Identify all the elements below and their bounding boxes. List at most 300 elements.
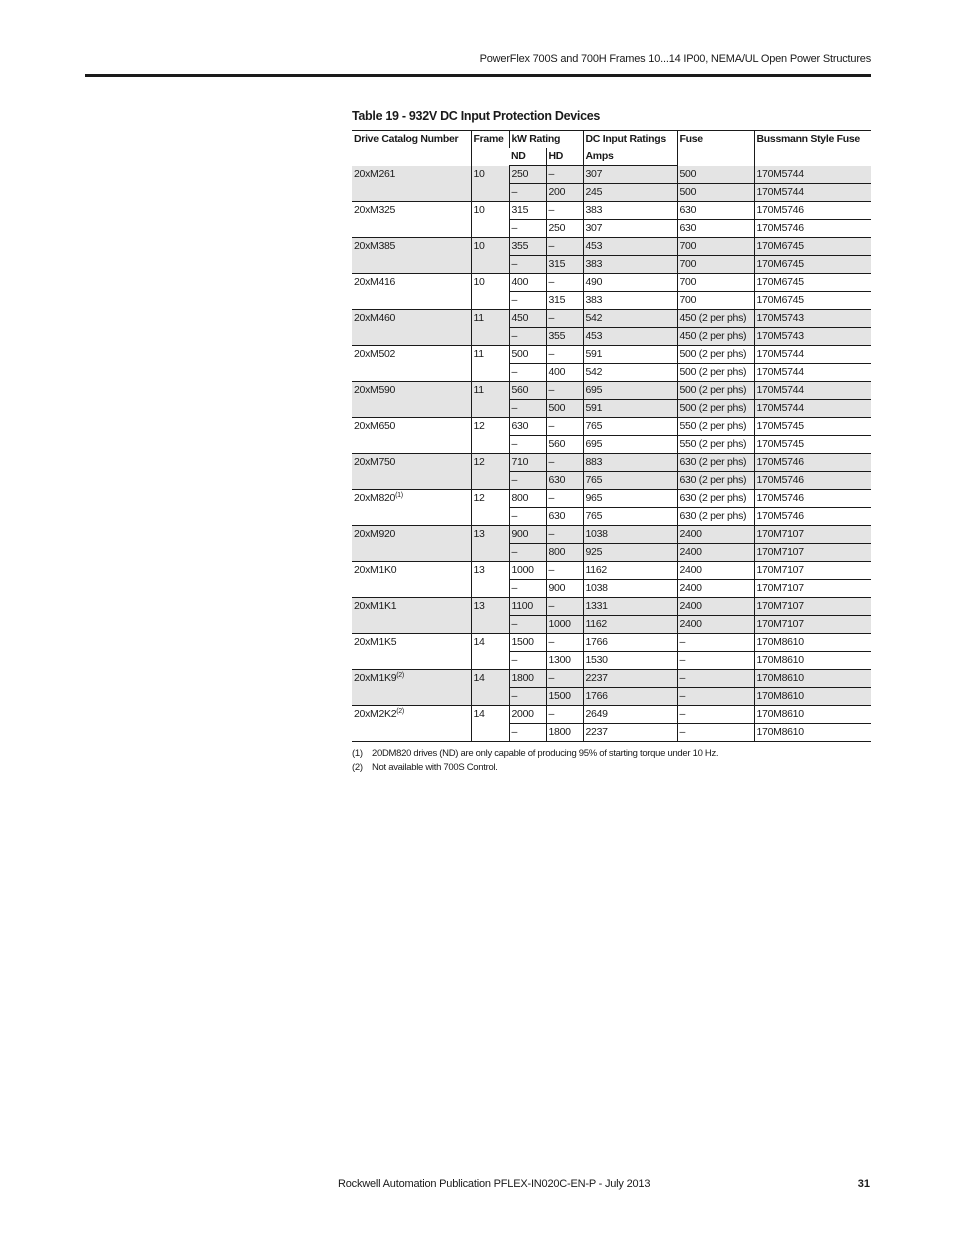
fuse-cell (677, 364, 754, 382)
nd-cell (509, 580, 546, 598)
frame-cell-text: 12 (473, 420, 485, 432)
fuse-cell (677, 472, 754, 490)
frame-cell-text: 10 (473, 204, 485, 216)
bussmann-cell (754, 274, 871, 292)
bussmann-cell-text: 170M5745 (756, 438, 804, 450)
nd-cell (509, 202, 546, 220)
col-header-fuse: Fuse (677, 131, 754, 166)
frame-cell (471, 166, 509, 202)
fuse-cell-text: 500 (2 per phs) (679, 384, 747, 396)
bussmann-cell (754, 562, 871, 580)
nd-cell (509, 544, 546, 562)
catalog-cell (352, 562, 471, 598)
nd-cell (509, 688, 546, 706)
hd-cell-text: 800 (548, 546, 566, 558)
amps-cell-text: 1162 (585, 564, 607, 576)
frame-cell (471, 346, 509, 382)
hd-cell (546, 652, 583, 670)
frame-cell (471, 490, 509, 526)
amps-cell (583, 616, 677, 634)
nd-cell (509, 598, 546, 616)
bussmann-cell (754, 382, 871, 400)
bussmann-cell (754, 526, 871, 544)
nd-cell (509, 346, 546, 364)
footnote-mark: (1) (352, 748, 363, 759)
amps-cell-text: 883 (585, 456, 603, 468)
table-row (352, 310, 871, 328)
amps-cell (583, 508, 677, 526)
hd-cell (546, 508, 583, 526)
catalog-cell-text: 20xM2K2 (354, 708, 397, 720)
bussmann-cell-text: 170M8610 (756, 708, 804, 720)
fuse-cell (677, 580, 754, 598)
amps-cell (583, 688, 677, 706)
col-header-hd: HD (546, 148, 583, 166)
amps-cell-text: 307 (585, 168, 603, 180)
amps-cell (583, 598, 677, 616)
nd-cell (509, 490, 546, 508)
nd-cell (509, 652, 546, 670)
bussmann-cell-text: 170M7107 (756, 600, 804, 612)
bussmann-cell (754, 580, 871, 598)
nd-cell-text: 450 (511, 312, 529, 324)
amps-cell-text: 490 (585, 276, 603, 288)
hd-cell (546, 454, 583, 472)
catalog-cell-text: 20xM460 (354, 312, 396, 324)
bussmann-cell (754, 238, 871, 256)
hd-cell-text: 315 (548, 294, 566, 306)
bussmann-cell (754, 634, 871, 652)
hd-cell (546, 292, 583, 310)
hd-cell (546, 688, 583, 706)
table-row (352, 706, 871, 724)
nd-cell-text: 315 (511, 204, 529, 216)
nd-cell (509, 328, 546, 346)
catalog-cell-text: 20xM325 (354, 204, 396, 216)
fuse-cell-text: 2400 (679, 546, 702, 558)
nd-cell-text: – (511, 438, 518, 450)
catalog-cell-text: 20xM1K5 (354, 636, 397, 648)
catalog-cell (352, 382, 471, 418)
hd-cell (546, 670, 583, 688)
hd-cell (546, 400, 583, 418)
bussmann-cell (754, 490, 871, 508)
catalog-cell (352, 526, 471, 562)
amps-cell-text: 2237 (585, 672, 608, 684)
amps-cell (583, 382, 677, 400)
bussmann-cell-text: 170M8610 (756, 672, 804, 684)
amps-cell-text: 695 (585, 384, 603, 396)
hd-cell-text: 900 (548, 582, 566, 594)
fuse-cell (677, 670, 754, 688)
amps-cell-text: 765 (585, 510, 603, 522)
hd-cell (546, 598, 583, 616)
nd-cell-text: – (511, 294, 518, 306)
amps-cell-text: 925 (585, 546, 603, 558)
fuse-cell-text: 500 (679, 186, 697, 198)
amps-cell-text: 383 (585, 294, 603, 306)
catalog-cell (352, 598, 471, 634)
footnote (352, 761, 718, 775)
nd-cell (509, 436, 546, 454)
amps-cell-text: 1331 (585, 600, 608, 612)
frame-cell-text: 12 (473, 492, 485, 504)
amps-cell-text: 542 (585, 312, 603, 324)
nd-cell-text: – (511, 654, 518, 666)
header-row (352, 131, 871, 149)
catalog-cell (352, 418, 471, 454)
hd-cell-text: – (548, 204, 555, 216)
frame-cell (471, 670, 509, 706)
nd-cell (509, 616, 546, 634)
nd-cell-text: – (511, 330, 518, 342)
bussmann-cell (754, 706, 871, 724)
fuse-cell-text: 700 (679, 276, 697, 288)
nd-cell-text: 800 (511, 492, 529, 504)
footer-publication: Rockwell Automation Publication PFLEX-IN020C-EN-P - July 2013 (338, 1178, 651, 1190)
nd-cell (509, 400, 546, 418)
hd-cell-text: 1800 (548, 726, 571, 738)
nd-cell-text: – (511, 726, 518, 738)
fuse-cell (677, 292, 754, 310)
footnote-mark: (2) (352, 762, 363, 773)
nd-cell (509, 220, 546, 238)
table-row (352, 346, 871, 364)
nd-cell-text: – (511, 618, 518, 630)
fuse-cell-text: 2400 (679, 564, 702, 576)
table-title: Table 19 - 932V DC Input Protection Devices (352, 109, 601, 123)
hd-cell (546, 220, 583, 238)
amps-cell (583, 670, 677, 688)
bussmann-cell-text: 170M5746 (756, 510, 804, 522)
fuse-cell-text: 700 (679, 258, 697, 270)
table-row (352, 490, 871, 508)
hd-cell-text: – (548, 456, 555, 468)
amps-cell (583, 526, 677, 544)
hd-cell-text: – (548, 492, 555, 504)
fuse-cell-text: 450 (2 per phs) (679, 312, 747, 324)
catalog-cell (352, 346, 471, 382)
table-row (352, 562, 871, 580)
nd-cell-text: – (511, 186, 518, 198)
bussmann-cell-text: 170M5746 (756, 222, 804, 234)
amps-cell-text: 383 (585, 258, 603, 270)
amps-cell (583, 202, 677, 220)
footnote-ref: (2) (396, 672, 404, 679)
hd-cell-text: – (548, 708, 555, 720)
hd-cell-text: 315 (548, 258, 566, 270)
table-row (352, 526, 871, 544)
nd-cell (509, 562, 546, 580)
catalog-cell (352, 706, 471, 742)
fuse-cell-text: 700 (679, 294, 697, 306)
hd-cell-text: 630 (548, 510, 566, 522)
bussmann-cell-text: 170M5744 (756, 348, 804, 360)
nd-cell (509, 454, 546, 472)
bussmann-cell-text: 170M7107 (756, 528, 804, 540)
amps-cell (583, 184, 677, 202)
hd-cell-text: 560 (548, 438, 566, 450)
frame-cell (471, 202, 509, 238)
bussmann-cell-text: 170M6745 (756, 294, 804, 306)
nd-cell-text: 1500 (511, 636, 534, 648)
fuse-cell (677, 652, 754, 670)
hd-cell (546, 346, 583, 364)
fuse-cell-text: 500 (2 per phs) (679, 402, 747, 414)
amps-cell-text: 695 (585, 438, 603, 450)
fuse-cell (677, 490, 754, 508)
amps-cell (583, 328, 677, 346)
amps-cell-text: 383 (585, 204, 603, 216)
fuse-cell (677, 184, 754, 202)
fuse-cell-text: – (679, 726, 686, 738)
catalog-cell-text: 20xM1K1 (354, 600, 397, 612)
table-row (352, 382, 871, 400)
nd-cell (509, 472, 546, 490)
table-row (352, 202, 871, 220)
hd-cell-text: – (548, 276, 555, 288)
hd-cell (546, 634, 583, 652)
hd-cell-text: – (548, 636, 555, 648)
nd-cell (509, 670, 546, 688)
bussmann-cell (754, 346, 871, 364)
amps-cell-text: 1038 (585, 528, 608, 540)
amps-cell (583, 544, 677, 562)
amps-cell (583, 454, 677, 472)
nd-cell (509, 382, 546, 400)
footnote (352, 747, 718, 761)
nd-cell-text: 400 (511, 276, 529, 288)
fuse-cell (677, 724, 754, 742)
frame-cell (471, 634, 509, 670)
fuse-cell (677, 256, 754, 274)
fuse-cell-text: 630 (679, 222, 697, 234)
hd-cell (546, 184, 583, 202)
nd-cell-text: – (511, 402, 518, 414)
hd-cell (546, 580, 583, 598)
hd-cell-text: – (548, 600, 555, 612)
frame-cell (471, 418, 509, 454)
nd-cell-text: 500 (511, 348, 529, 360)
nd-cell-text: – (511, 690, 518, 702)
frame-cell-text: 13 (473, 528, 485, 540)
hd-cell (546, 310, 583, 328)
bussmann-cell (754, 256, 871, 274)
hd-cell-text: – (548, 672, 555, 684)
nd-cell (509, 364, 546, 382)
fuse-cell-text: 2400 (679, 600, 702, 612)
fuse-cell (677, 508, 754, 526)
hd-cell-text: – (548, 240, 555, 252)
amps-cell (583, 652, 677, 670)
fuse-cell (677, 400, 754, 418)
bussmann-cell-text: 170M5743 (756, 312, 804, 324)
amps-cell-text: 765 (585, 474, 603, 486)
nd-cell-text: – (511, 258, 518, 270)
table-row (352, 418, 871, 436)
col-header-kw: kW Rating (509, 131, 583, 149)
fuse-cell (677, 346, 754, 364)
bussmann-cell-text: 170M5746 (756, 456, 804, 468)
bussmann-cell (754, 472, 871, 490)
fuse-cell-text: 450 (2 per phs) (679, 330, 747, 342)
bussmann-cell (754, 328, 871, 346)
catalog-cell (352, 454, 471, 490)
nd-cell-text: – (511, 510, 518, 522)
bussmann-cell (754, 202, 871, 220)
amps-cell-text: 2649 (585, 708, 608, 720)
bussmann-cell-text: 170M8610 (756, 636, 804, 648)
frame-cell-text: 10 (473, 276, 485, 288)
amps-cell (583, 400, 677, 418)
fuse-cell-text: 2400 (679, 582, 702, 594)
catalog-cell-text: 20xM261 (354, 167, 396, 180)
bussmann-cell (754, 292, 871, 310)
bussmann-cell-text: 170M5743 (756, 330, 804, 342)
frame-cell-text: 10 (473, 240, 485, 252)
bussmann-cell-text: 170M6745 (756, 240, 804, 252)
frame-cell-text: 11 (473, 348, 484, 360)
fuse-cell-text: 630 (2 per phs) (679, 456, 747, 468)
bussmann-cell-text: 170M7107 (756, 564, 804, 576)
hd-cell (546, 526, 583, 544)
catalog-cell (352, 166, 471, 202)
fuse-cell (677, 238, 754, 256)
catalog-cell-text: 20xM1K9 (354, 672, 397, 684)
fuse-cell-text: 550 (2 per phs) (679, 438, 747, 450)
nd-cell-text: 1000 (511, 564, 534, 576)
hd-cell (546, 472, 583, 490)
nd-cell-text: 1100 (511, 600, 533, 612)
nd-cell (509, 274, 546, 292)
hd-cell (546, 706, 583, 724)
amps-cell (583, 310, 677, 328)
frame-cell-text: 14 (473, 672, 485, 684)
bussmann-cell (754, 184, 871, 202)
hd-cell-text: 400 (548, 366, 566, 378)
hd-cell (546, 382, 583, 400)
catalog-cell-text: 20xM385 (354, 240, 396, 252)
fuse-cell-text: 2400 (679, 618, 702, 630)
bussmann-cell (754, 454, 871, 472)
bussmann-cell (754, 724, 871, 742)
bussmann-cell (754, 508, 871, 526)
bussmann-cell-text: 170M5746 (756, 492, 804, 504)
bussmann-cell-text: 170M7107 (756, 546, 804, 558)
fuse-cell (677, 616, 754, 634)
frame-cell (471, 526, 509, 562)
catalog-cell-text: 20xM1K0 (354, 564, 397, 576)
bussmann-cell-text: 170M8610 (756, 726, 804, 738)
hd-cell (546, 328, 583, 346)
nd-cell-text: – (511, 474, 518, 486)
fuse-cell-text: 500 (679, 167, 697, 180)
fuse-cell (677, 688, 754, 706)
table-row (352, 238, 871, 256)
fuse-cell (677, 706, 754, 724)
nd-cell-text: – (511, 546, 518, 558)
fuse-cell (677, 382, 754, 400)
hd-cell-text: 1000 (548, 618, 571, 630)
amps-cell-text: 453 (585, 330, 603, 342)
amps-cell-text: 591 (585, 402, 603, 414)
running-head: PowerFlex 700S and 700H Frames 10...14 IP00, NEMA/UL Open Power Structures (479, 53, 871, 65)
nd-cell (509, 292, 546, 310)
amps-cell-text: 591 (585, 348, 603, 360)
nd-cell-text: 250 (511, 168, 529, 180)
fuse-cell (677, 598, 754, 616)
hd-cell (546, 490, 583, 508)
bussmann-cell (754, 166, 871, 184)
fuse-cell (677, 220, 754, 238)
nd-cell (509, 634, 546, 652)
table-row (352, 166, 871, 184)
hd-cell-text: 1500 (548, 690, 571, 702)
table-row (352, 454, 871, 472)
hd-cell-text: – (548, 420, 555, 432)
frame-cell (471, 310, 509, 346)
fuse-cell (677, 274, 754, 292)
amps-cell (583, 472, 677, 490)
protection-devices-table (352, 130, 871, 742)
hd-cell (546, 238, 583, 256)
col-header-bussmann: Bussmann Style Fuse (754, 131, 871, 166)
catalog-cell (352, 490, 471, 526)
fuse-cell-text: 630 (2 per phs) (679, 492, 747, 504)
catalog-cell (352, 238, 471, 274)
bussmann-cell (754, 670, 871, 688)
amps-cell-text: 245 (585, 186, 603, 198)
fuse-cell (677, 526, 754, 544)
amps-cell-text: 453 (585, 240, 603, 252)
nd-cell (509, 184, 546, 202)
amps-cell (583, 562, 677, 580)
amps-cell (583, 436, 677, 454)
fuse-cell-text: 500 (2 per phs) (679, 366, 747, 378)
col-header-frame: Frame (471, 131, 509, 166)
catalog-cell-text: 20xM650 (354, 420, 396, 432)
frame-cell (471, 238, 509, 274)
hd-cell-text: 500 (548, 402, 566, 414)
fuse-cell (677, 310, 754, 328)
nd-cell-text: 355 (511, 240, 529, 252)
frame-cell-text: 11 (473, 384, 484, 396)
table-row (352, 274, 871, 292)
bussmann-cell (754, 616, 871, 634)
bussmann-cell (754, 652, 871, 670)
bussmann-cell-text: 170M8610 (756, 690, 804, 702)
nd-cell (509, 724, 546, 742)
fuse-cell (677, 166, 754, 184)
nd-cell (509, 310, 546, 328)
hd-cell (546, 418, 583, 436)
amps-cell (583, 580, 677, 598)
fuse-cell-text: – (679, 636, 686, 648)
bussmann-cell-text: 170M8610 (756, 654, 804, 666)
bussmann-cell-text: 170M5745 (756, 420, 804, 432)
frame-cell-text: 12 (473, 456, 485, 468)
catalog-cell (352, 634, 471, 670)
amps-cell (583, 490, 677, 508)
amps-cell-text: 965 (585, 492, 603, 504)
catalog-cell-text: 20xM750 (354, 456, 396, 468)
nd-cell-text: 2000 (511, 708, 534, 720)
nd-cell-text: 900 (511, 528, 529, 540)
footnotes (352, 747, 718, 775)
footnote-ref: (2) (396, 708, 404, 715)
bussmann-cell-text: 170M5746 (756, 204, 804, 216)
amps-cell-text: 542 (585, 366, 603, 378)
